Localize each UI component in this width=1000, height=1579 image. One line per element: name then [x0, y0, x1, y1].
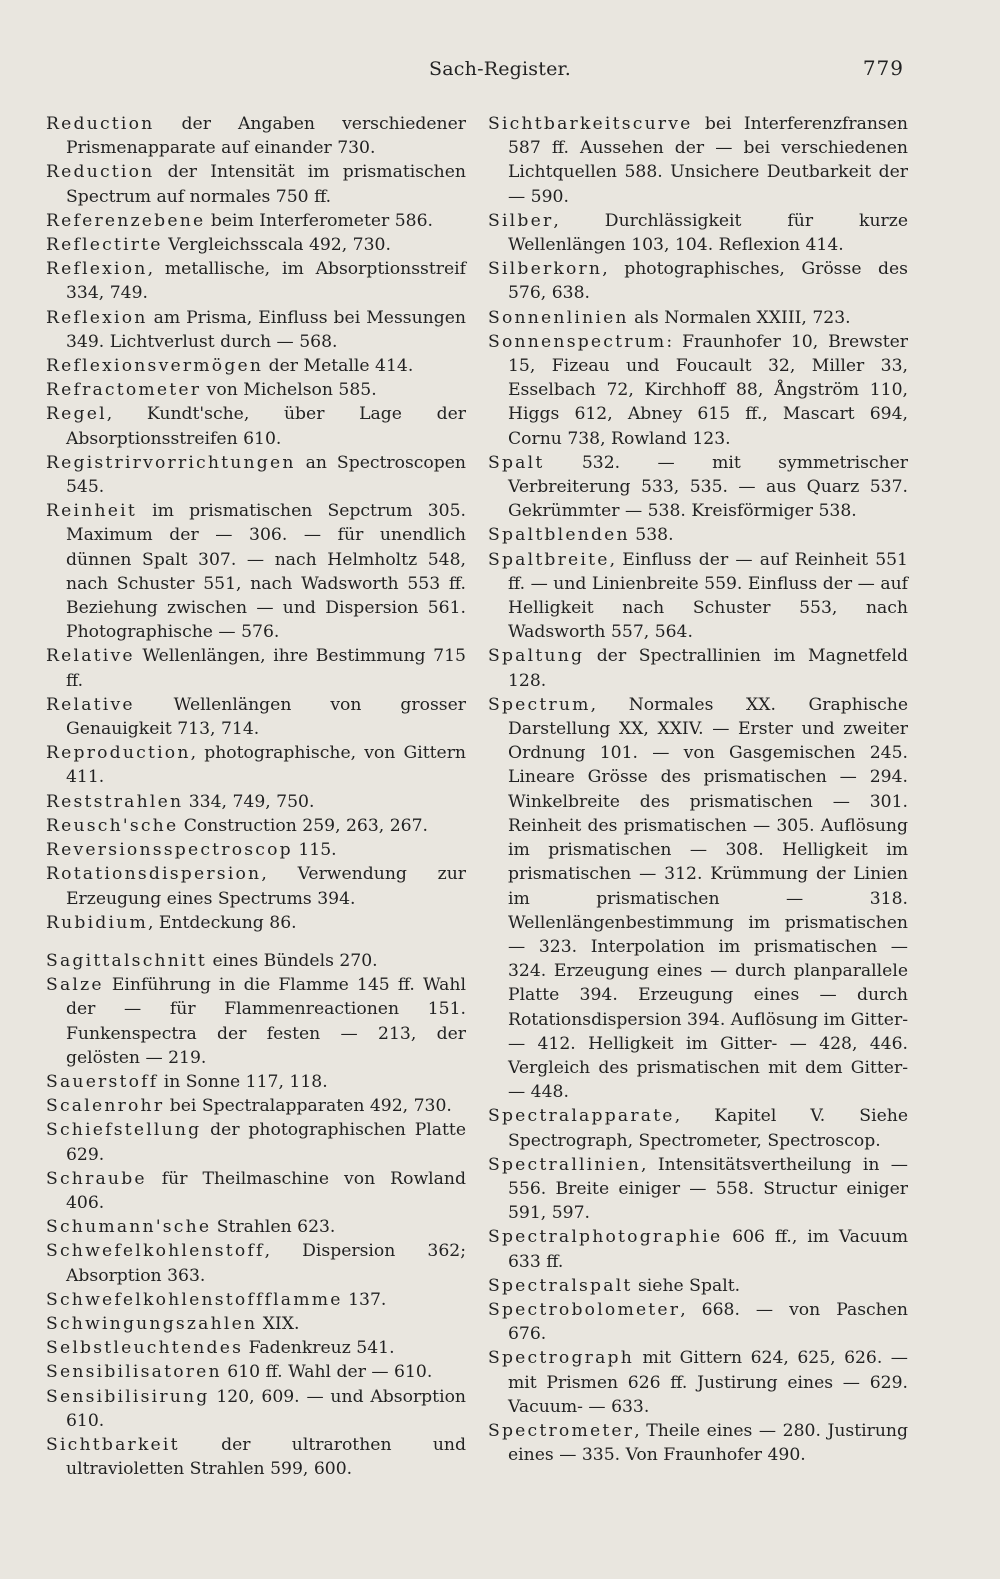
index-entry [46, 973, 466, 1070]
index-term: Sauerstoff [46, 1071, 159, 1092]
index-term: Scalenrohr [46, 1096, 165, 1117]
index-term: Sensibilisatoren [46, 1362, 222, 1383]
index-entry [46, 1215, 466, 1239]
index-term: Referenzebene [46, 210, 206, 231]
index-references: bei Interferenzfransen 587 ff. Aussehen der — bei verschiedenen Lichtquellen 588. Unsichere Deutbarkeit der — 590. [508, 114, 908, 207]
index-references: beim Interferometer 586. [205, 210, 434, 231]
index-entry [46, 741, 466, 789]
index-references: eines Bündels 270. [206, 950, 378, 971]
index-term: Spectrometer [488, 1420, 635, 1441]
index-entry [488, 1225, 908, 1273]
page-number: 779 [862, 56, 904, 80]
index-entry [488, 523, 908, 547]
index-references: , Durchlässigkeit für kurze Wellenlängen 103, 104. Reflexion 414. [508, 210, 908, 256]
index-references: , Theile eines — 280. Justirung eines — 335. Von Fraunhofer 490. [508, 1420, 908, 1466]
index-entry [46, 949, 466, 973]
index-term: Reversionsspectroscop [46, 840, 293, 861]
index-term: Reststrahlen [46, 791, 184, 812]
index-entry [488, 693, 908, 1104]
index-term: Schraube [46, 1168, 147, 1189]
index-term: Reinheit [46, 501, 137, 522]
index-term: Reflexion [46, 259, 148, 280]
index-references: am Prisma, Einfluss bei Messungen 349. Lichtverlust durch — 568. [66, 307, 466, 352]
index-references: der Angaben verschiedener Prismenapparate auf einander 730. [66, 114, 466, 159]
index-entry [488, 1104, 908, 1152]
index-references: 606 ff., im Vacuum 633 ff. [508, 1227, 908, 1272]
index-term: Sichtbarkeit [46, 1434, 180, 1455]
index-term: Refractometer [46, 380, 202, 401]
index-entry [488, 1346, 908, 1419]
index-references: Einführung in die Flamme 145 ff. Wahl der — für Flammenreactionen 151. Funkenspectra der festen — 213, der gelösten — 219. [66, 975, 466, 1068]
index-entry [46, 1385, 466, 1433]
index-entry [46, 1070, 466, 1094]
index-references: 610 ff. Wahl der — 610. [221, 1362, 433, 1383]
index-term: Reflexion [46, 307, 148, 328]
index-references: XIX. [257, 1313, 300, 1334]
index-references: Fadenkreuz 541. [243, 1338, 395, 1359]
index-term: Spectrallinien [488, 1154, 642, 1175]
index-references: : Fraunhofer 10, Brewster 15, Fizeau und Foucault 32, Miller 33, Esselbach 72, Kirchhoff 88, Ångström 110, Higgs 612, Abney 615 ff., Mascart 694, Cornu 738, Rowland 123. [508, 331, 908, 449]
index-entry [46, 209, 466, 233]
index-references: 120, 609. — und Absorption 610. [66, 1386, 466, 1431]
index-entry [488, 112, 908, 209]
index-term: Spaltblenden [488, 525, 630, 546]
index-term: Schwingungszahlen [46, 1313, 258, 1334]
index-references: , Kundt'sche, über Lage der Absorptionsstreifen 610. [66, 404, 466, 449]
index-term: Spaltbreite [488, 549, 610, 570]
index-term: Rubidium [46, 912, 148, 933]
index-term: Schwefelkohlenstoff [46, 1241, 265, 1262]
index-references: siehe Spalt. [632, 1275, 741, 1296]
index-references: 538. [629, 525, 674, 546]
index-entry [46, 1167, 466, 1215]
index-entry [46, 911, 466, 935]
index-term: Reflexionsvermögen [46, 356, 264, 377]
index-entry [46, 160, 466, 208]
index-term: Salze [46, 975, 104, 996]
index-references: der Spectrallinien im Magnetfeld 128. [508, 646, 908, 691]
index-term: Sichtbarkeitscurve [488, 114, 693, 134]
index-entry [488, 306, 908, 330]
index-entry [488, 1274, 908, 1298]
index-entry [46, 354, 466, 378]
index-references: für Theilmaschine von Rowland 406. [66, 1168, 466, 1213]
index-references: Construction 259, 263, 267. [178, 815, 429, 836]
index-entry [488, 451, 908, 524]
index-term: Spectralspalt [488, 1275, 633, 1296]
index-references: 334, 749, 750. [183, 791, 315, 812]
index-entry [488, 1153, 908, 1226]
index-term: Sonnenlinien [488, 307, 629, 328]
running-title: Sach-Register. [429, 58, 571, 80]
index-term: Reflectirte [46, 235, 163, 256]
index-references: , Entdeckung 86. [147, 912, 297, 933]
index-entry [488, 548, 908, 645]
index-term: Reproduction [46, 743, 191, 764]
index-entry [46, 1239, 466, 1287]
right-column [488, 112, 908, 1467]
index-references: von Michelson 585. [201, 380, 377, 401]
index-term: Reduction [46, 114, 155, 134]
index-entry [46, 814, 466, 838]
index-references: im prismatischen Sepctrum 305. Maximum der — 306. — für unendlich dünnen Spalt 307. — nach Helmholtz 548, nach Schuster 551, nach Wadsworth 553 ff. Beziehung zwischen — und Dispersion 561. Photographische — 576. [66, 501, 466, 643]
index-entry [46, 1336, 466, 1360]
index-term: Sagittalschnitt [46, 950, 207, 971]
index-references: , Kapitel V. Siehe Spectrograph, Spectrometer, Spectroscop. [508, 1106, 908, 1151]
index-term: Spectrum [488, 694, 591, 715]
index-term: Rotationsdispersion [46, 864, 262, 885]
index-entry [46, 862, 466, 910]
index-references: Wellenlängen, ihre Bestimmung 715 ff. [66, 646, 466, 691]
index-references: , photographisches, Grösse des 576, 638. [508, 259, 908, 304]
index-references: , Einfluss der — auf Reinheit 551 ff. — und Linienbreite 559. Einfluss der — auf Helligkeit nach Schuster 553, nach Wadsworth 557, 564. [508, 549, 908, 643]
index-term: Registrirvorrichtungen [46, 452, 296, 473]
index-entry [488, 209, 908, 257]
index-references: der photographischen Platte 629. [66, 1120, 466, 1165]
index-term: Spectrograph [488, 1348, 634, 1369]
index-references: der Metalle 414. [263, 356, 414, 377]
index-term: Schumann'sche [46, 1217, 212, 1238]
index-references: an Spectroscopen 545. [66, 452, 466, 498]
index-term: Spectralphotographie [488, 1227, 723, 1248]
index-term: Silberkorn [488, 259, 603, 280]
index-references: , Dispersion 362; Absorption 363. [66, 1241, 466, 1286]
index-term: Silber [488, 210, 554, 231]
index-references: Vergleichsscala 492, 730. [162, 235, 391, 256]
index-entry [46, 790, 466, 814]
index-term: Selbstleuchtendes [46, 1338, 244, 1359]
index-entry [46, 1288, 466, 1312]
index-references: , Intensitätsvertheilung in — 556. Breite einiger — 558. Structur einiger 591, 597. [508, 1154, 908, 1224]
index-term: Spalt [488, 452, 545, 473]
index-references: mit Gittern 624, 625, 626. — mit Prismen 626 ff. Justirung eines — 629. Vacuum- — 633. [508, 1348, 908, 1417]
index-term: Spaltung [488, 646, 585, 667]
index-references: 137. [342, 1289, 387, 1310]
index-references: , metallische, im Absorptionsstreif 334, 749. [66, 259, 466, 304]
index-term: Schiefstellung [46, 1120, 202, 1141]
index-entry [46, 1312, 466, 1336]
index-entry [488, 1298, 908, 1346]
index-references: , photographische, von Gittern 411. [66, 743, 466, 788]
index-entry [46, 306, 466, 354]
index-references: 532. — mit symmetrischer Verbreiterung 533, 535. — aus Quarz 537. Gekrümmter — 538. Kreisförmiger 538. [508, 452, 908, 522]
index-term: Spectralapparate [488, 1106, 675, 1127]
index-term: Relative [46, 646, 135, 667]
index-entry [46, 112, 466, 160]
index-term: Sonnenspectrum [488, 331, 667, 352]
index-references: , Normales XX. Graphische Darstellung XX, XXIV. — Erster und zweiter Ordnung 101. — von Gasgemischen 245. Lineare Grösse des prismatischen — 294. Winkelbreite des prismatischen — 301. Reinheit des prismatischen — 305. Auflösung im prismatischen — 308. Helligkeit im prismatischen — 312. Krümmung der Linien im prismatischen — 318. Wellenlängenbestimmung im prismatischen — 323. Interpolation im prismatischen — 324. Erzeugung eines — durch planparallele Platte 394. Erzeugung eines — durch Rotationsdispersion 394. Auflösung im Gitter- — 412. Helligkeit im Gitter- — 428, 446. Vergleich des prismatischen mit dem Gitter- — 448. [508, 694, 908, 1103]
index-entry [46, 402, 466, 450]
index-references: , 668. — von Paschen 676. [508, 1299, 908, 1345]
index-entry [46, 644, 466, 692]
index-entry [488, 257, 908, 305]
index-entry [488, 1419, 908, 1467]
index-entry [46, 1360, 466, 1384]
section-gap [46, 935, 466, 949]
index-entry [46, 693, 466, 741]
index-entry [488, 644, 908, 692]
index-entry [46, 233, 466, 257]
index-entry [46, 838, 466, 862]
index-entry [46, 257, 466, 305]
index-references: bei Spectralapparaten 492, 730. [164, 1096, 452, 1117]
index-term: Schwefelkohlenstoffflamme [46, 1289, 343, 1310]
index-references: in Sonne 117, 118. [158, 1071, 328, 1092]
index-entry [46, 378, 466, 402]
index-term: Spectrobolometer [488, 1299, 681, 1320]
index-entry [46, 499, 466, 644]
left-column [46, 112, 466, 1481]
index-references: Strahlen 623. [211, 1217, 336, 1238]
index-term: Sensibilisirung [46, 1386, 210, 1407]
index-references: , Verwendung zur Erzeugung eines Spectrums 394. [66, 864, 466, 909]
index-references: Wellenlängen von grosser Genauigkeit 713, 714. [66, 694, 466, 740]
index-entry [46, 1433, 466, 1481]
index-term: Reusch'sche [46, 815, 179, 836]
index-entry [488, 330, 908, 451]
index-entry [46, 1094, 466, 1118]
index-term: Relative [46, 694, 135, 715]
index-references: 115. [292, 840, 337, 861]
index-entry [46, 451, 466, 499]
index-term: Reduction [46, 162, 155, 183]
index-entry [46, 1118, 466, 1166]
index-references: der Intensität im prismatischen Spectrum auf normales 750 ff. [66, 162, 466, 207]
index-term: Regel [46, 404, 107, 425]
index-references: als Normalen XXIII, 723. [628, 307, 851, 328]
index-references: der ultrarothen und ultravioletten Strahlen 599, 600. [66, 1434, 466, 1480]
